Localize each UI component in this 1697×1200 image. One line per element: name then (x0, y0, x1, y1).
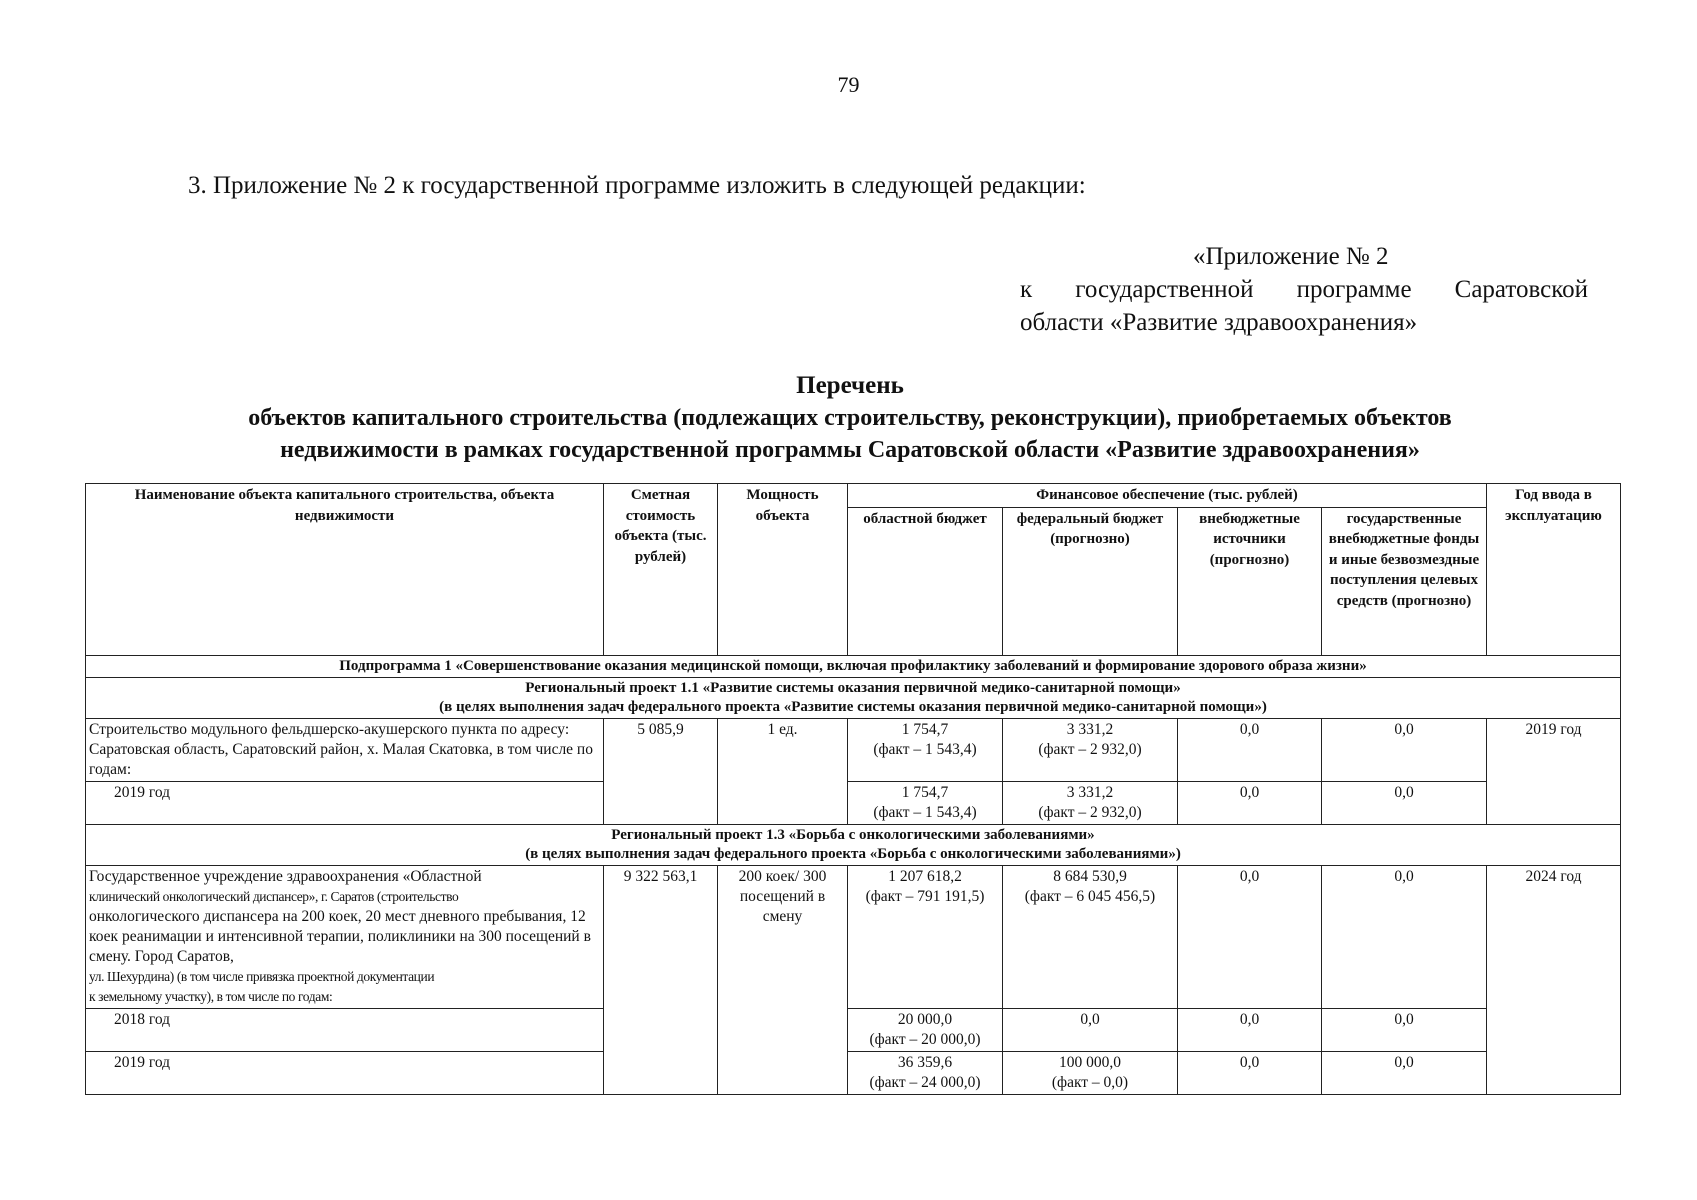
regional-value: 36 359,6 (897, 1053, 953, 1071)
federal-fact: (факт – 6 045 456,5) (1024, 887, 1156, 905)
project-1-3-row (86, 824, 1621, 865)
object-name-line: ул. Шехурдина) (в том числе привязка проектной документации (89, 968, 435, 984)
regional-value: 1 754,7 (901, 720, 949, 738)
federal-value: 100 000,0 (1059, 1053, 1121, 1071)
project-1-1-subtitle: (в целях выполнения задач федерального проекта «Развитие системы оказания первичной медико-санитарной помощи») (439, 698, 1267, 715)
page-number: 79 (837, 72, 860, 97)
object-name-line: онкологического диспансера на 200 коек, 20 мест дневного пребывания, 12 коек реанимации и интенсивной терапии, поликлиники на 300 посещений в смену. Город Саратов, (89, 907, 591, 965)
statefunds-value: 0,0 (1322, 781, 1487, 824)
federal-fact: (факт – 0,0) (1051, 1073, 1129, 1091)
header-capacity: Мощность объекта (718, 484, 848, 656)
table-row (86, 718, 1621, 781)
project-1-3-subtitle: (в целях выполнения задач федерального проекта «Борьба с онкологическими заболеваниями») (525, 845, 1181, 862)
object-name (86, 865, 604, 1008)
table-row (86, 1051, 1621, 1094)
regional-value: 1 207 618,2 (888, 867, 962, 885)
federal-value: 8 684 530,9 (1053, 867, 1127, 885)
title-line-1: Перечень (796, 372, 904, 399)
document-title (85, 370, 1615, 466)
federal-value: 0,0 (1003, 1008, 1178, 1051)
objects-table (85, 483, 1621, 1095)
header-year: Год ввода в эксплуатацию (1487, 484, 1621, 656)
regional-budget (848, 781, 1003, 824)
regional-fact: (факт – 791 191,5) (865, 887, 985, 905)
regional-budget (848, 1008, 1003, 1051)
statefunds-value: 0,0 (1322, 865, 1487, 1008)
regional-fact: (факт – 20 000,0) (869, 1030, 981, 1048)
object-cost: 9 322 563,1 (604, 865, 718, 1094)
header-name: Наименование объекта капитального строительства, объекта недвижимости (86, 484, 604, 656)
regional-budget (848, 1051, 1003, 1094)
regional-fact: (факт – 24 000,0) (869, 1073, 981, 1091)
object-name-line: клинический онкологический диспансер», г. Саратов (строительство (89, 888, 459, 904)
annex-reference (1020, 240, 1588, 339)
project-1-1-title: Региональный проект 1.1 «Развитие системы оказания первичной медико-санитарной помощи» (525, 679, 1181, 696)
table-row (86, 865, 1621, 1008)
project-1-1-row (86, 677, 1621, 718)
regional-budget (848, 865, 1003, 1008)
annex-line-2: к государственной программе Саратовской (1020, 276, 1588, 303)
federal-fact: (факт – 2 932,0) (1038, 803, 1142, 821)
federal-budget (1003, 1051, 1178, 1094)
object-name-line: Государственное учреждение здравоохранения «Областной (89, 867, 482, 885)
statefunds-value: 0,0 (1322, 1051, 1487, 1094)
extrabudget-value: 0,0 (1178, 718, 1322, 781)
commissioning-year: 2024 год (1487, 865, 1621, 1094)
header-statefunds: государственные внебюджетные фонды и иные безвозмездные поступления целевых средств (прогнозно) (1322, 507, 1487, 655)
federal-budget (1003, 718, 1178, 781)
statefunds-value: 0,0 (1322, 1008, 1487, 1051)
project-1-3-title: Региональный проект 1.3 «Борьба с онкологическими заболеваниями» (611, 826, 1095, 843)
federal-budget (1003, 781, 1178, 824)
object-capacity: 200 коек/ 300 посещений в смену (718, 865, 848, 1094)
header-regional: областной бюджет (848, 507, 1003, 655)
header-cost: Сметная стоимость объекта (тыс. рублей) (604, 484, 718, 656)
object-capacity: 1 ед. (718, 718, 848, 824)
extrabudget-value: 0,0 (1178, 1051, 1322, 1094)
regional-value: 20 000,0 (897, 1010, 953, 1028)
year-label: 2019 год (86, 781, 604, 824)
title-line-2: объектов капитального строительства (подлежащих строительству, реконструкции), приобретаемых объектов (248, 405, 1452, 431)
object-name-line: к земельному участку), в том числе по годам: (89, 988, 333, 1004)
federal-budget (1003, 865, 1178, 1008)
table-row (86, 1008, 1621, 1051)
commissioning-year: 2019 год (1487, 718, 1621, 824)
federal-value: 3 331,2 (1066, 720, 1114, 738)
annex-line-3: области «Развитие здравоохранения» (1020, 309, 1418, 336)
object-cost: 5 085,9 (604, 718, 718, 824)
year-label: 2018 год (86, 1008, 604, 1051)
extrabudget-value: 0,0 (1178, 865, 1322, 1008)
annex-line-1: «Приложение № 2 (1193, 243, 1389, 270)
year-label: 2019 год (86, 1051, 604, 1094)
subprogram-row: Подпрограмма 1 «Совершенствование оказания медицинской помощи, включая профилактику заболеваний и формирование здорового образа жизни» (86, 655, 1621, 677)
header-federal: федеральный бюджет (прогнозно) (1003, 507, 1178, 655)
regional-value: 1 754,7 (901, 783, 949, 801)
extrabudget-value: 0,0 (1178, 781, 1322, 824)
header-extrabudget: внебюджетные источники (прогнозно) (1178, 507, 1322, 655)
extrabudget-value: 0,0 (1178, 1008, 1322, 1051)
federal-value: 3 331,2 (1066, 783, 1114, 801)
table-row (86, 781, 1621, 824)
header-financing: Финансовое обеспечение (тыс. рублей) (848, 484, 1487, 508)
intro-paragraph: 3. Приложение № 2 к государственной программе изложить в следующей редакции: (188, 172, 1086, 199)
regional-fact: (факт – 1 543,4) (873, 803, 977, 821)
title-line-3: недвижимости в рамках государственной программы Саратовской области «Развитие здравоохранения» (280, 437, 1420, 463)
statefunds-value: 0,0 (1322, 718, 1487, 781)
regional-budget (848, 718, 1003, 781)
object-name: Строительство модульного фельдшерско-акушерского пункта по адресу: Саратовская область, Саратовский район, х. Малая Скатовка, в том числе по годам: (86, 718, 604, 781)
regional-fact: (факт – 1 543,4) (873, 740, 977, 758)
federal-fact: (факт – 2 932,0) (1038, 740, 1142, 758)
